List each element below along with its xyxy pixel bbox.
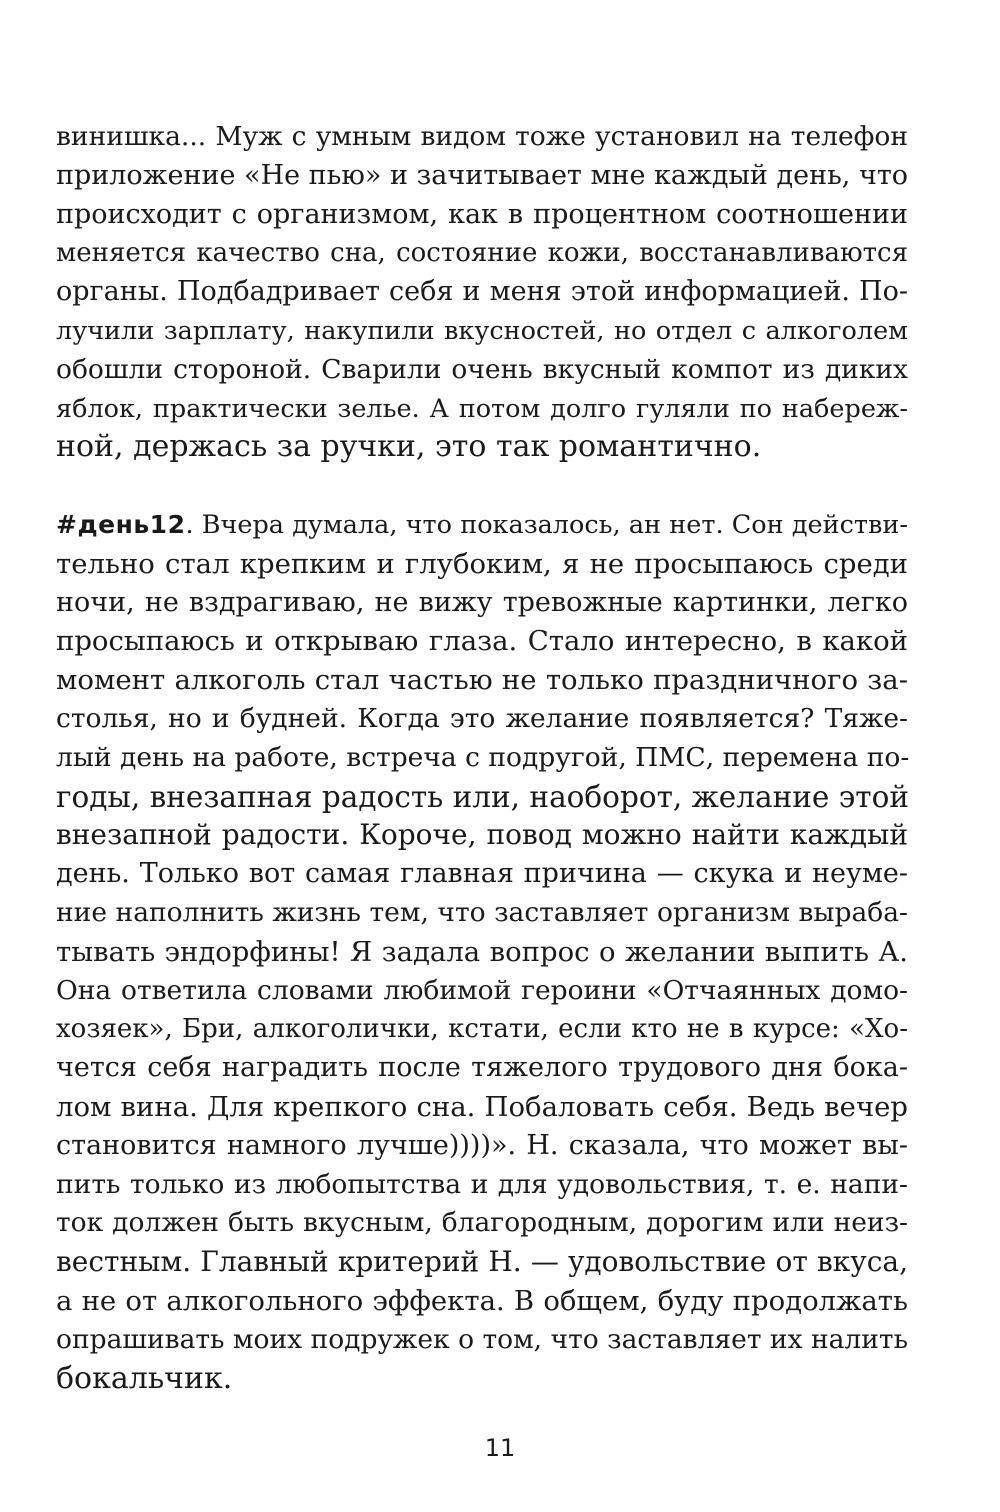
text-line: Она ответила словами любимой героини «Отчаянных домо-: [56, 974, 908, 1006]
text-line: годы, внезапная радость или, наоборот, желание этой: [56, 779, 910, 814]
text-line: вестным. Главный критерий Н. — удовольствие от вкуса,: [56, 1245, 908, 1279]
text-line: органы. Подбадривает себя и меня этой информацией. По-: [56, 276, 908, 308]
text-line: лый день на работе, встреча с подругой, ПМС, перемена по-: [56, 741, 910, 773]
text-line: происходит с организмом, как в процентном соотношении: [56, 198, 908, 230]
text-line: ток должен быть вкусным, благородным, дорогим или неиз-: [56, 1207, 908, 1239]
first-line-text: . Вчера думала, что показалось, ан нет. Сон действи-: [185, 510, 908, 540]
text-line: день. Только вот самая главная причина — скука и неуме-: [56, 858, 908, 890]
text-line: тельно стал крепким и глубоким, я не просыпаюсь среди: [56, 547, 908, 580]
text-line: момент алкоголь стал частью не только праздничного за-: [56, 664, 908, 697]
text-line-first: [56, 506, 908, 545]
text-line: тывать эндорфины! Я задала вопрос о желании выпить А.: [56, 935, 908, 968]
text-line: внезапной радости. Короче, повод можно найти каждый: [56, 818, 908, 852]
text-line: столья, но и будней. Когда это желание появляется? Тяже-: [56, 702, 908, 734]
day-hashtag: #день12: [56, 510, 186, 539]
text-line: ночи, не вздрагиваю, не вижу тревожные картинки, легко: [56, 586, 908, 618]
text-line: а не от алкогольного эффекта. В общем, буду продолжать: [56, 1284, 908, 1317]
text-line: меняется качество сна, состояние кожи, восстанавливаются: [56, 238, 908, 269]
text-line: бокальчик.: [56, 1360, 233, 1396]
text-line: лучили зарплату, накупили вкусностей, но отдел с алкоголем: [56, 315, 908, 346]
text-line: чется себя наградить после тяжелого трудового дня бока-: [56, 1052, 908, 1084]
text-line: обошли стороной. Сварили очень вкусный компот из диких: [56, 353, 908, 385]
text-line: лом вина. Для крепкого сна. Побаловать себя. Ведь вечер: [56, 1090, 908, 1123]
text-line: опрашивать моих подружек о том, что заставляет их налить: [56, 1323, 908, 1355]
text-line: пить только из любопытства и для удовольствия, т. е. напи-: [56, 1168, 908, 1200]
text-line: ние наполнить жизнь тем, что заставляет организм выраба-: [56, 896, 908, 928]
text-line: хозяек», Бри, алкоголички, кстати, если кто не в курсе: «Хо-: [56, 1014, 908, 1045]
page-number: 11: [484, 1434, 516, 1462]
text-line: ной, держась за ручки, это так романтично.: [56, 429, 762, 465]
text-line: яблок, практически зелье. А потом долго гуляли по набереж-: [56, 393, 908, 424]
paragraph-1: [56, 118, 908, 467]
text-line: приложение «Не пью» и зачитывает мне каждый день, что: [56, 159, 909, 191]
paragraph-2: [56, 506, 908, 1398]
text-line: становится намного лучше))))». Н. сказала, что может вы-: [56, 1129, 908, 1161]
text-line: просыпаюсь и открываю глаза. Стало интересно, в какой: [56, 625, 908, 658]
text-line: винишка... Муж с умным видом тоже установил на телефон: [56, 121, 908, 152]
